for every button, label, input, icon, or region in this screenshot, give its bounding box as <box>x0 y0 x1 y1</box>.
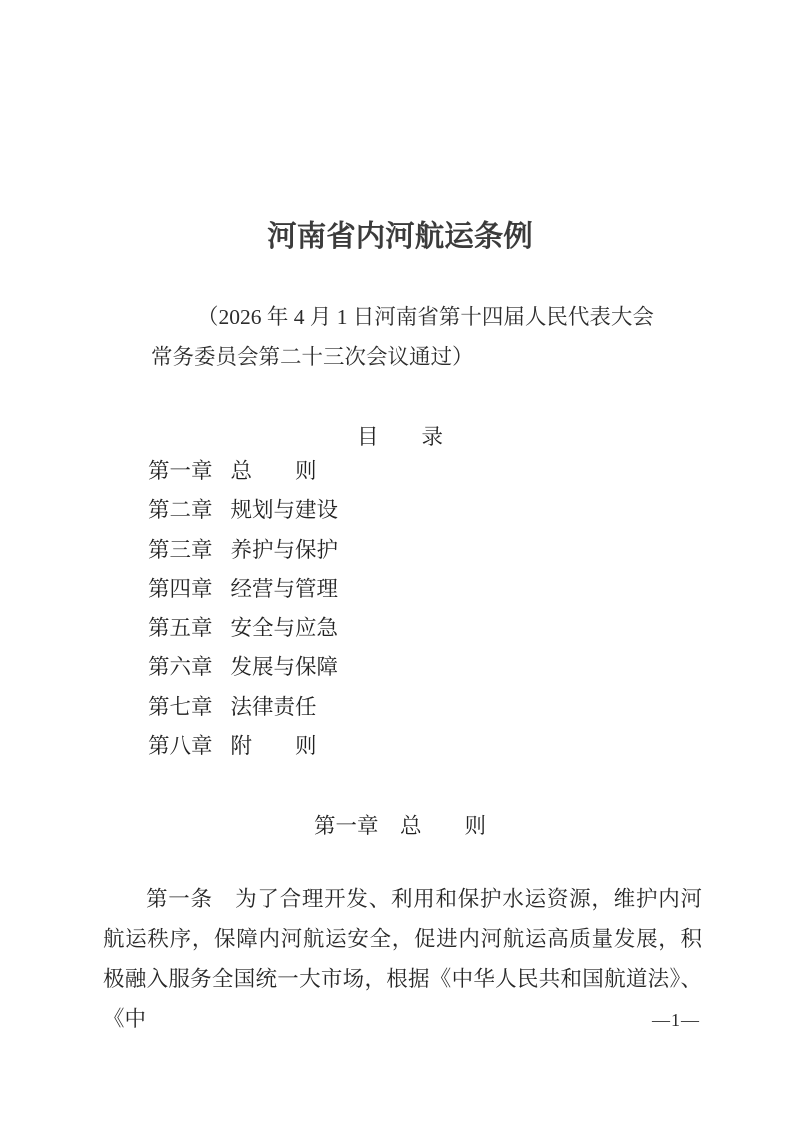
toc-chapter-title: 养护与保护 <box>230 537 339 562</box>
toc-chapter-number: 第二章 <box>148 498 213 523</box>
toc-chapter-title: 规划与建设 <box>230 498 339 523</box>
toc-chapter-number: 第七章 <box>148 694 213 719</box>
toc-chapter-title: 附 则 <box>230 734 317 759</box>
toc-chapter-number: 第八章 <box>148 734 213 759</box>
toc-row <box>148 531 338 570</box>
toc-chapter-number: 第三章 <box>148 537 213 562</box>
article-paragraph: 第一条 为了合理开发、利用和保护水运资源，维护内河航运秩序，保障内河航运安全，促进内河航运高质量发展，积极融入服务全国统一大市场，根据《中华人民共和国航道法》、《中 <box>103 887 702 1031</box>
toc-chapter-number: 第四章 <box>148 576 213 601</box>
toc-chapter-number: 第五章 <box>148 616 213 641</box>
chapter-heading: 第一章 总 则 <box>313 814 486 838</box>
toc-chapter-number: 第一章 <box>148 459 213 483</box>
toc-row <box>148 491 338 530</box>
toc-chapter-number: 第六章 <box>148 655 213 680</box>
toc-chapter-title: 发展与保障 <box>230 655 339 680</box>
toc-row <box>148 648 338 687</box>
toc-chapter-title: 总 则 <box>230 459 317 483</box>
toc-chapter-title: 经营与管理 <box>230 576 339 601</box>
passage-note: （2026 年 4 月 1 日河南省第十四届人民代表大会常务委员会第二十三次会议通过） <box>151 305 654 369</box>
toc-row <box>148 727 338 766</box>
document-title: 河南省内河航运条例 <box>267 220 533 253</box>
toc-row <box>148 688 338 727</box>
toc-row <box>148 609 338 648</box>
toc-row <box>148 570 338 609</box>
toc-heading: 目 录 <box>356 425 443 449</box>
toc-row <box>148 452 338 491</box>
page-number: —1— <box>652 1010 700 1030</box>
toc-chapter-title: 法律责任 <box>230 694 317 719</box>
toc-list <box>148 452 338 766</box>
toc-chapter-title: 安全与应急 <box>230 616 339 641</box>
